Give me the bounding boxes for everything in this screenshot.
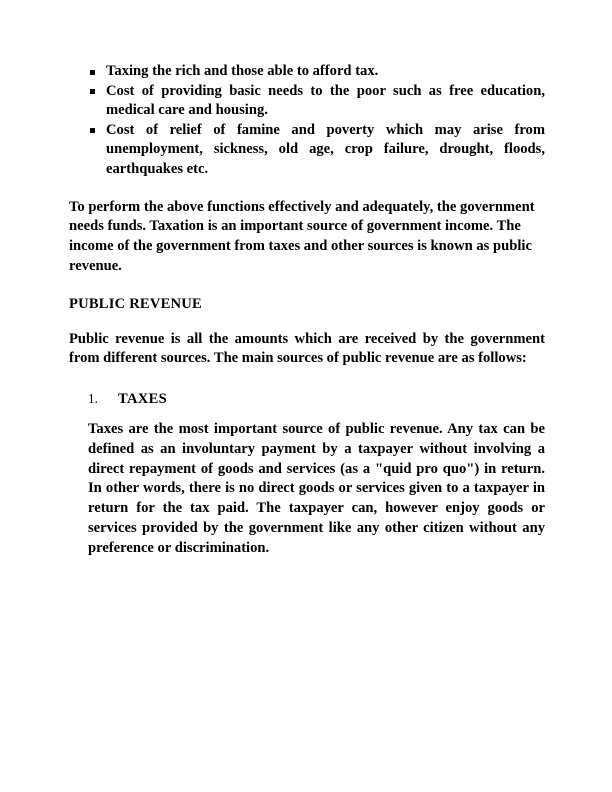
- list-item: [69, 62, 545, 82]
- list-item-text: Cost of providing basic needs to the poor such as free education, medical care and housing.: [106, 82, 545, 119]
- spacer: [69, 180, 545, 198]
- spacer: [69, 410, 545, 420]
- intro-paragraph: To perform the above functions effectively and adequately, the government needs funds. Taxation is an important source of government income. The income of the government from taxes and other sources is known as public revenue.: [69, 198, 535, 274]
- list-item-label: TAXES: [118, 391, 168, 408]
- spacer: [69, 277, 545, 295]
- list-item-text: Cost of relief of famine and poverty which may arise from unemployment, sickness, old age, crop failure, drought, floods, earthquakes etc.: [106, 121, 545, 177]
- list-item-number: 1.: [88, 391, 98, 407]
- square-bullet-icon: [90, 89, 95, 94]
- section-heading-public-revenue: PUBLIC REVENUE: [69, 295, 202, 312]
- square-bullet-icon: [90, 70, 95, 75]
- taxes-description-paragraph: Taxes are the most important source of public revenue. Any tax can be defined as an involuntary payment by a taxpayer without involving a direct repayment of goods and services (as a "quid pro quo") in return. In other words, there is no direct goods or services given to a taxpayer in return for the tax paid. The taxpayer can, however enjoy goods or services provided by the government like any other citizen without any preference or discrimination.: [88, 420, 545, 556]
- list-item: [69, 82, 545, 121]
- spacer: [69, 315, 545, 330]
- document-content: [69, 62, 545, 559]
- government-functions-bullet-list: [69, 62, 545, 180]
- list-item: [69, 121, 545, 180]
- list-item-text: Taxing the rich and those able to afford tax.: [106, 63, 379, 79]
- square-bullet-icon: [90, 128, 95, 133]
- revenue-sources-numbered-list: [69, 389, 545, 410]
- public-revenue-paragraph: Public revenue is all the amounts which are received by the government from different sources. The main sources of public revenue are as follows:: [69, 330, 545, 367]
- spacer: [69, 369, 545, 389]
- numbered-list-item-taxes: [69, 389, 545, 410]
